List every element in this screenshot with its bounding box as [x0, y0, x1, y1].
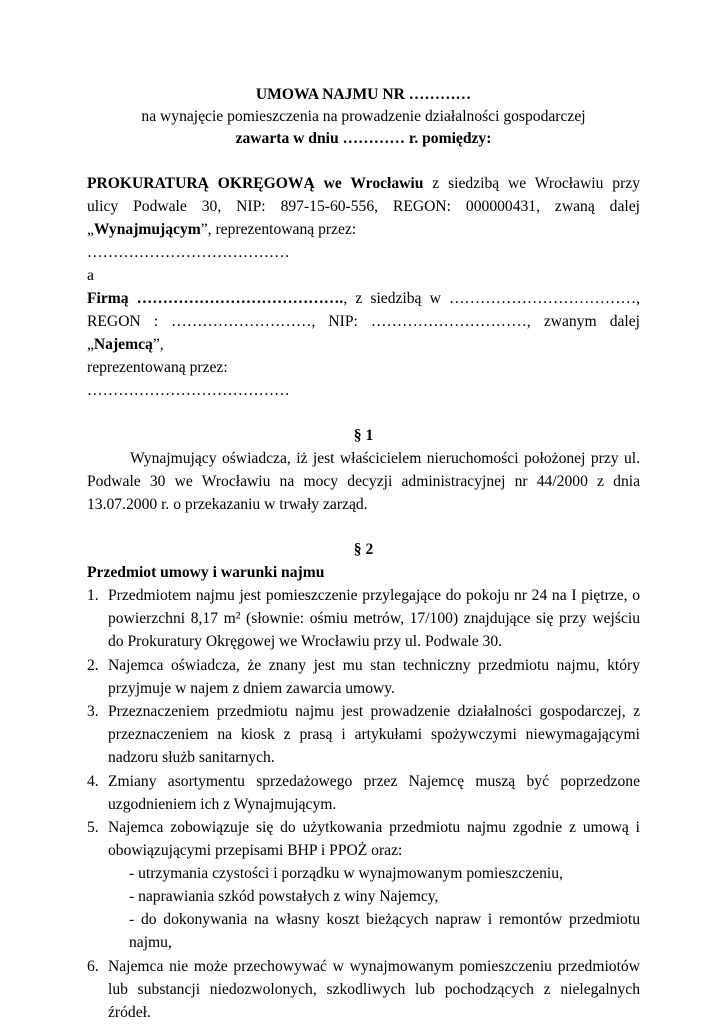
document-subtitle: na wynajęcie pomieszczenia na prowadzenie działalności gospodarczej: [141, 108, 586, 125]
landlord-line-3-rest: ”, reprezentowaną przez:: [200, 221, 357, 238]
parties-block: [87, 172, 640, 402]
item-number: 1.: [87, 587, 99, 604]
landlord-representative: …………………………………: [87, 244, 290, 261]
item-text: Najemca oświadcza, że znany jest mu stan techniczny przedmiotu najmu, który przyjmuje w najem z dniem zawarcia umowy.: [108, 656, 640, 697]
item-text: Przeznaczeniem przedmiotu najmu jest prowadzenie działalności gospodarczej, z przeznaczeniem na kiosk z prasą i artykułami spożywczymi niewymagającymi nadzoru służb sanitarnych.: [108, 703, 640, 766]
list-item: [87, 654, 640, 700]
landlord-name: PROKURATURĄ OKRĘGOWĄ we Wrocławiu: [87, 175, 424, 192]
item-number: 3.: [87, 703, 99, 720]
section-1: [87, 424, 640, 516]
tenant-line-2: [87, 310, 640, 356]
landlord-line-1-rest: z siedzibą we Wrocławiu przy: [423, 175, 640, 192]
tenant-line-1: [87, 287, 640, 310]
section-2-subtitle: Przedmiot umowy i warunki najmu: [87, 564, 325, 581]
list-item: [87, 955, 640, 1024]
tenant-line-1-rest: , z siedzibą w ………………………………,: [343, 290, 640, 307]
section-1-text: Wynajmujący oświadcza, iż jest właścicielem nieruchomości położonej przy ul. Podwale 30 we Wrocławiu na mocy decyzji administracyjnej nr 44/2000 z dnia 13.07.2000 r. o przekazaniu w trwały zarząd.: [87, 450, 640, 513]
item-text: Najemca nie może przechowywać w wynajmowanym pomieszczeniu przedmiotów lub substancji niedozwolonych, szkodliwych lub pochodzących z nielegalnych źródeł.: [108, 957, 640, 1021]
list-item: [87, 816, 640, 954]
item-text: Zmiany asortymentu sprzedażowego przez Najemcę muszą być poprzedzone uzgodnieniem ich z Wynajmującym.: [108, 772, 640, 813]
section-1-heading: § 1: [353, 427, 374, 444]
sub-item: - utrzymania czystości i porządku w wynajmowanym pomieszczeniu,: [129, 865, 563, 882]
tenant-line-3: reprezentowaną przez:: [87, 359, 228, 376]
landlord-line-3: [87, 218, 640, 241]
sub-item: - naprawiania szkód powstałych z winy Najemcy,: [129, 888, 439, 905]
landlord-role: Wynajmującym: [93, 221, 201, 238]
tenant-representative: …………………………………: [87, 382, 290, 399]
item-number: 6.: [87, 957, 99, 975]
section-2: [87, 538, 640, 1024]
item-number: 5.: [87, 819, 99, 836]
item-number: 2.: [87, 656, 99, 674]
item-number: 4.: [87, 772, 99, 790]
and-word: a: [87, 267, 94, 284]
tenant-name: Firmą ………………………………….: [87, 290, 344, 307]
open-quote: „: [87, 221, 94, 238]
section-2-heading: § 2: [353, 541, 374, 558]
conditions-list: [87, 584, 640, 1024]
item-text: Najemca zobowiązuje się do użytkowania przedmiotu najmu zgodnie z umową i obowiązującymi przepisami BHP i PPOŻ oraz:: [108, 819, 640, 859]
list-item: [87, 770, 640, 816]
tenant-line-2-pre: REGON : ………………………, NIP: …………………………, zwanym dalej „: [87, 313, 640, 353]
landlord-line-2: ulicy Podwale 30, NIP: 897-15-60-556, REGON: 000000431, zwaną dalej: [87, 198, 640, 215]
document-title: UMOWA NAJMU NR …………: [255, 86, 472, 103]
tenant-line-2-post: ”,: [152, 336, 164, 353]
item-text: Przedmiotem najmu jest pomieszczenie przylegające do pokoju nr 24 na I piętrze, o powierzchni 8,17 m² (słownie: ośmiu metrów, 17/100) znajdujące się przy wejściu do Prokuratury Okręgowej we Wrocławiu przy ul. Podwale 30.: [108, 587, 640, 650]
list-item: [87, 700, 640, 769]
landlord-line-1: [87, 172, 640, 195]
concluded-line: zawarta w dniu ………… r. pomiędzy:: [235, 130, 492, 147]
sub-item: - do dokonywania na własny koszt bieżących napraw i remontów przedmiotu najmu,: [129, 911, 640, 951]
contract-page: [87, 84, 640, 1024]
tenant-role: Najemcą: [93, 336, 153, 353]
list-item: [87, 584, 640, 653]
